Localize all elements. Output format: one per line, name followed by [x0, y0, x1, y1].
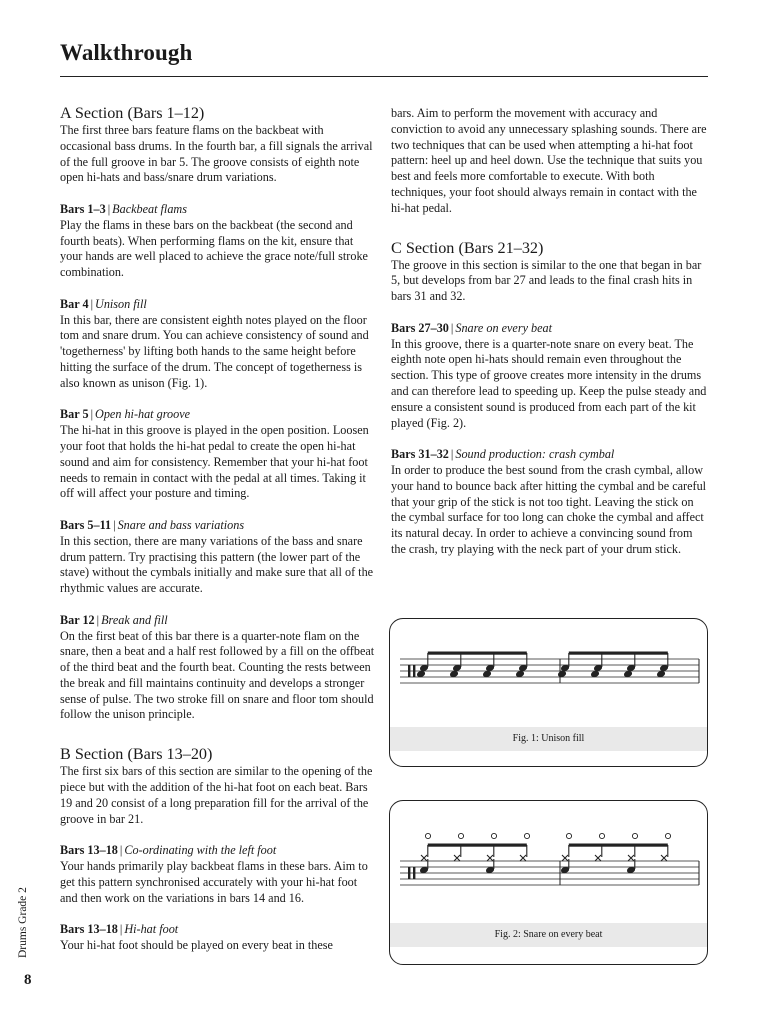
open-hihat-icon — [599, 833, 604, 838]
hihat-cross-icon — [454, 855, 460, 861]
section-b-intro: The first six bars of this section are similar to the opening of the piece but with the addition of the hi-hat foot on each beat. Bars 19 and 20 consist of a long preparation fill for the arrival of the groove in bar 21. — [60, 764, 373, 826]
figure-caption: Fig. 2: Snare on every beat — [390, 923, 707, 947]
subsection-text: In this section, there are many variations of the bass and snare drum pattern. Try practising this pattern (the lower part of the stave) without the cymbals initially and make sure that all of the rhythmic values are accurate. — [60, 533, 374, 596]
subsection-text: On the first beat of this bar there is a quarter-note flam on the snare, then a beat and a half rest followed by a fill on the offbeat of the third beat and the fourth beat. Counting the rests between the break and fill maintains continuity and develops a stronger sense of pulse. The two stroke fill on snare and floor tom should follow the unison principle. — [60, 628, 375, 722]
subsection-title: Hi-hat foot — [124, 922, 179, 937]
subsection-title: Sound production: crash cymbal — [455, 447, 615, 462]
page-number: 8 — [24, 972, 32, 988]
section-a — [60, 104, 376, 723]
section-c-heading: C Section (Bars 21–32) — [391, 238, 544, 257]
subsection-text: In this bar, there are consistent eighth notes played on the floor tom and snare drum. You can achieve consistency of sound and 'togetherness' by lifting both hands to the same height before hitting the surface of the drum. The concept of togetherness is also known as unison (Fig. 1). — [60, 312, 369, 390]
hihat-cross-icon — [520, 855, 526, 861]
subsection-bars: Bars 13–18 — [60, 843, 118, 858]
page-title: Walkthrough — [60, 40, 193, 65]
subsection-bars-1-3: Bars 1–3 | Backbeat flams Play the flams in these bars on the backbeat (the second and fourth beats). When performing flams on the kit, ensure that your hands are well placed to achieve the grace note/full stroke combination. — [60, 201, 368, 280]
figure-unison-fill — [389, 618, 708, 767]
figure-snare-every-beat — [389, 800, 708, 965]
open-hihat-icon — [491, 833, 496, 838]
subsection-text: Your hi-hat foot should be played on every beat in these — [60, 938, 333, 953]
subsection-bars: Bar 12 — [60, 612, 95, 627]
subsection-title: Open hi-hat groove — [95, 407, 191, 422]
note-beam — [428, 844, 527, 847]
open-hihat-icon — [458, 833, 463, 838]
subsection-bars: Bars 31–32 — [391, 447, 449, 462]
hihat-cross-icon — [487, 855, 493, 861]
subsection-bars-27-30: Bars 27–30 | Snare on every beat In this groove, there is a quarter-note snare on every beat. The eighth note open hi-hats should remain even throughout the section. This type of groove creates more intensity in the drums and can therefore lead to speeding up. Keep the pulse steady and ensure a consistent sound is produced from each part of the kit played (Fig. 2). — [391, 320, 707, 430]
subsection-bars-13-18-coordination: Bars 13–18 | Co-ordinating with the left foot Your hands primarily play backbeat flams in these bars. Aim to get this pattern synchronised accurately with your hi-hat foot and then work on the variations in bars 14 and 16. — [60, 843, 368, 905]
subsection-text: Play the flams in these bars on the backbeat (the second and fourth beats). When performing flams on the kit, ensure that your hands are well placed to achieve the grace note/full stroke combination. — [60, 217, 368, 280]
subsection-text: In order to produce the best sound from the crash cymbal, allow your hand to bounce back after hitting the cymbal and be careful that your grip of the stick is not too tight. Leaving the stick on the cymbal surface for too long can choke the cymbal and affect its natural decay. In order to achieve a convincing sound from the crash, try playing with the neck part of your drum stick. — [391, 462, 707, 556]
hihat-cross-icon — [421, 855, 427, 861]
subsection-bars: Bars 27–30 — [391, 320, 449, 335]
section-a-heading: A Section (Bars 1–12) — [60, 104, 205, 122]
subsection-bars-5-11: Bars 5–11 | Snare and bass variations In this section, there are many variations of the bass and snare drum pattern. Try practising this pattern (the lower part of the stave) without the cymbals initially and make sure that all of the rhythmic values are accurate. — [60, 517, 374, 596]
subsection-title: Co-ordinating with the left foot — [124, 843, 277, 858]
subsection-text: Your hands primarily play backbeat flams in these bars. Aim to get this pattern synchronised accurately with your hi-hat foot and then work on the variations in bars 14 and 16. — [60, 859, 368, 905]
subsection-title: Snare and bass variations — [117, 517, 245, 532]
open-hihat-icon — [425, 833, 430, 838]
subsection-title: Unison fill — [95, 296, 147, 311]
note-beam — [428, 652, 527, 655]
title-rule — [60, 76, 708, 77]
left-column — [60, 104, 376, 976]
subsection-text: In this groove, there is a quarter-note snare on every beat. The eighth note open hi-hats should remain even throughout the section. This type of groove creates more intensity in the drums and can therefore lead to speeding up. Keep the pulse steady and ensure a consistent sound is produced from each part of the kit played (Fig. 2). — [391, 336, 707, 430]
notation-snare-every-beat — [390, 801, 708, 923]
subsection-bars: Bars 1–3 — [60, 201, 106, 216]
subsection-bars: Bars 13–18 — [60, 922, 118, 937]
hihat-cross-icon — [595, 855, 601, 861]
subsection-bars: Bars 5–11 — [60, 517, 112, 532]
subsection-bars: Bar 5 — [60, 407, 89, 422]
hihat-cross-icon — [628, 855, 634, 861]
footer-grade-label: Drums Grade 2 — [17, 887, 29, 958]
subsection-title: Break and fill — [101, 612, 168, 627]
note-beam — [569, 844, 668, 847]
subsection-bars-13-18-hihat: Bars 13–18 | Hi-hat foot Your hi-hat foot should be played on every beat in these — [60, 922, 333, 953]
subsection-title: Snare on every beat — [455, 320, 553, 335]
subsection-title: Backbeat flams — [112, 201, 187, 216]
figure-caption: Fig. 1: Unison fill — [390, 727, 707, 751]
open-hihat-icon — [524, 833, 529, 838]
open-hihat-icon — [665, 833, 670, 838]
open-hihat-icon — [632, 833, 637, 838]
section-c — [391, 239, 707, 558]
hihat-cross-icon — [562, 855, 568, 861]
section-b — [60, 745, 376, 954]
open-hihat-icon — [566, 833, 571, 838]
subsection-bar-12: Bar 12 | Break and fill On the first beat of this bar there is a quarter-note flam on the snare, then a beat and a half rest followed by a fill on the offbeat of the third beat and the fourth beat. Counting the rests between the break and fill maintains continuity and develops a stronger sense of pulse. The two stroke fill on snare and floor tom should follow the unison principle. — [60, 612, 375, 722]
note-beam — [569, 652, 668, 655]
continuation — [391, 106, 707, 217]
subsection-bar-4: Bar 4 | Unison fill In this bar, there are consistent eighth notes played on the floor tom and snare drum. You can achieve consistency of sound and 'togetherness' by lifting both hands to the same height before hitting the surface of the drum. The concept of togetherness is also known as unison (Fig. 1). — [60, 296, 369, 390]
subsection-bars-31-32: Bars 31–32 | Sound production: crash cymbal In order to produce the best sound from the crash cymbal, allow your hand to bounce back after hitting the cymbal and be careful that your grip of the stick is not too tight. Leaving the stick on the cymbal surface for too long can choke the cymbal and affect its natural decay. In order to achieve a convincing sound from the crash, try playing with the neck part of your drum stick. — [391, 447, 707, 556]
right-column — [391, 106, 707, 580]
hihat-cross-icon — [661, 855, 667, 861]
continuation-text: bars. Aim to perform the movement with accuracy and conviction to avoid any unnecessary splashing sounds. There are two techniques that can be used when attempting a hi-hat foot pattern: heel up and heel down. Use the technique that suits you best and feels more comfortable to execute. With both techniques, your foot should always remain in contact with the hi-hat pedal. — [391, 106, 707, 215]
notation-unison-fill — [390, 619, 708, 727]
section-c-intro: The groove in this section is similar to the one that began in bar 5, but develops from bar 27 and leads to the final crash hits in bars 31 and 32. — [391, 257, 702, 304]
section-a-intro: The first three bars feature flams on the backbeat with occasional bass drums. In the fourth bar, a fill signals the arrival of the full groove in bar 5. The groove consists of eighth note open hi-hats and bass/snare drum variations. — [60, 123, 373, 185]
subsection-bars: Bar 4 — [60, 296, 89, 311]
subsection-text: The hi-hat in this groove is played in the open position. Loosen your foot that holds the hi-hat pedal to create the open hi-hat sound and aim for consistency. Remember that your hi-hat foot needs to remain in contact with the pedal at all times. Taking it off will affect your posture and timing. — [60, 423, 369, 501]
section-b-heading: B Section (Bars 13–20) — [60, 745, 213, 764]
subsection-bar-5: Bar 5 | Open hi-hat groove The hi-hat in this groove is played in the open position. Loosen your foot that holds the hi-hat pedal to create the open hi-hat sound and aim for consistency. Remember that your hi-hat foot needs to remain in contact with the pedal at all times. Taking it off will affect your posture and timing. — [60, 407, 369, 501]
